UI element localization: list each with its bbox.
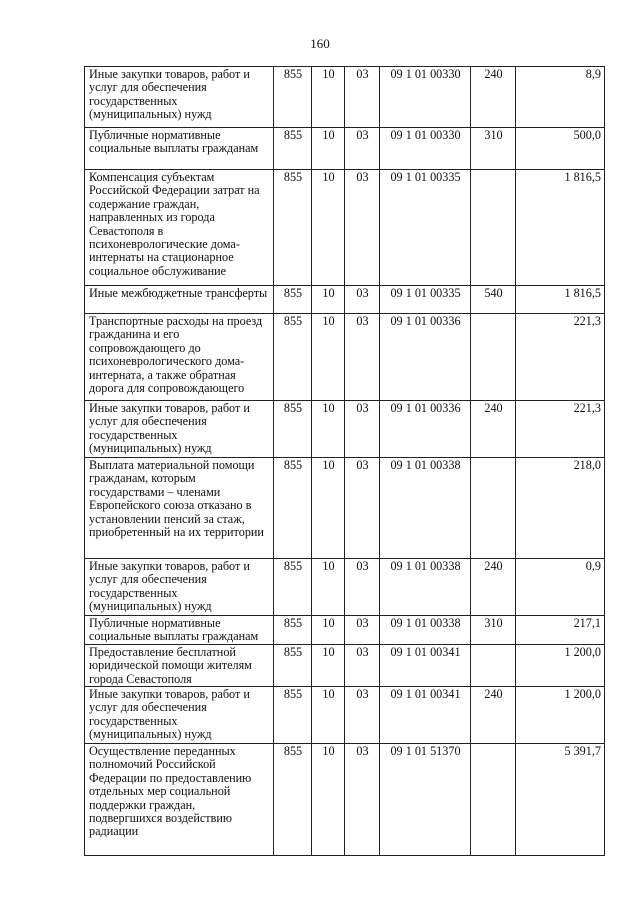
cell-subsection: 03 [345,687,380,744]
cell-section: 10 [312,616,345,645]
cell-section: 10 [312,128,345,170]
cell-target-article: 09 1 01 00338 [380,458,471,559]
cell-amount: 500,0 [516,128,605,170]
cell-grbs: 855 [274,458,312,559]
cell-target-article: 09 1 01 00341 [380,687,471,744]
table-row [85,616,605,645]
cell-grbs: 855 [274,644,312,686]
cell-subsection: 03 [345,286,380,314]
budget-table [84,66,605,856]
cell-grbs: 855 [274,314,312,401]
table-row [85,687,605,744]
cell-expense-type [471,170,516,286]
cell-expense-type [471,458,516,559]
cell-name: Иные межбюджетные трансферты [85,286,274,314]
cell-name: Иные закупки товаров, работ и услуг для обеспечения государственных (муниципальных) нужд [85,401,274,458]
table-row [85,559,605,616]
table-row [85,314,605,401]
cell-name: Предоставление бесплатной юридической помощи жителям города Севастополя [85,644,274,686]
cell-section: 10 [312,644,345,686]
cell-expense-type [471,314,516,401]
cell-amount: 1 200,0 [516,644,605,686]
cell-grbs: 855 [274,67,312,128]
cell-amount: 218,0 [516,458,605,559]
cell-amount: 217,1 [516,616,605,645]
cell-grbs: 855 [274,170,312,286]
cell-section: 10 [312,170,345,286]
cell-amount: 8,9 [516,67,605,128]
cell-amount: 1 816,5 [516,286,605,314]
table-row [85,744,605,856]
cell-name: Осуществление переданных полномочий Российской Федерации по предоставлению отдельных мер социальной поддержки граждан, подвергшихся воздействию радиации [85,744,274,856]
cell-grbs: 855 [274,687,312,744]
cell-name: Публичные нормативные социальные выплаты гражданам [85,616,274,645]
cell-grbs: 855 [274,128,312,170]
cell-expense-type: 240 [471,67,516,128]
cell-expense-type [471,644,516,686]
cell-target-article: 09 1 01 00338 [380,559,471,616]
cell-amount: 1 200,0 [516,687,605,744]
cell-section: 10 [312,687,345,744]
cell-subsection: 03 [345,170,380,286]
cell-expense-type: 310 [471,128,516,170]
cell-subsection: 03 [345,314,380,401]
cell-amount: 221,3 [516,401,605,458]
cell-expense-type: 240 [471,687,516,744]
cell-expense-type: 240 [471,401,516,458]
cell-name: Иные закупки товаров, работ и услуг для обеспечения государственных (муниципальных) нужд [85,687,274,744]
table-row [85,67,605,128]
cell-target-article: 09 1 01 51370 [380,744,471,856]
cell-subsection: 03 [345,559,380,616]
cell-expense-type: 240 [471,559,516,616]
cell-name: Публичные нормативные социальные выплаты гражданам [85,128,274,170]
cell-subsection: 03 [345,128,380,170]
cell-section: 10 [312,559,345,616]
table-row [85,401,605,458]
cell-section: 10 [312,314,345,401]
table-row [85,644,605,686]
table-row [85,128,605,170]
cell-target-article: 09 1 01 00338 [380,616,471,645]
table-row [85,286,605,314]
cell-expense-type: 310 [471,616,516,645]
cell-target-article: 09 1 01 00336 [380,314,471,401]
cell-expense-type: 540 [471,286,516,314]
cell-section: 10 [312,401,345,458]
cell-subsection: 03 [345,744,380,856]
cell-amount: 1 816,5 [516,170,605,286]
cell-name: Иные закупки товаров, работ и услуг для обеспечения государственных (муниципальных) нужд [85,67,274,128]
table-row [85,170,605,286]
cell-subsection: 03 [345,458,380,559]
cell-grbs: 855 [274,616,312,645]
cell-section: 10 [312,67,345,128]
cell-subsection: 03 [345,67,380,128]
cell-subsection: 03 [345,401,380,458]
cell-name: Транспортные расходы на проезд гражданина и его сопровождающего до психоневрологического дома-интерната, а также обратная дорога для сопровождающего [85,314,274,401]
cell-subsection: 03 [345,616,380,645]
cell-section: 10 [312,458,345,559]
cell-amount: 5 391,7 [516,744,605,856]
cell-name: Компенсация субъектам Российской Федерации затрат на содержание граждан, направленных из города Севастополя в психоневрологические дома-интернаты на стационарное социальное обслуживание [85,170,274,286]
cell-target-article: 09 1 01 00330 [380,67,471,128]
cell-target-article: 09 1 01 00335 [380,170,471,286]
cell-target-article: 09 1 01 00336 [380,401,471,458]
cell-target-article: 09 1 01 00341 [380,644,471,686]
cell-amount: 0,9 [516,559,605,616]
cell-grbs: 855 [274,559,312,616]
cell-name: Иные закупки товаров, работ и услуг для обеспечения государственных (муниципальных) нужд [85,559,274,616]
cell-target-article: 09 1 01 00330 [380,128,471,170]
cell-grbs: 855 [274,286,312,314]
cell-subsection: 03 [345,644,380,686]
cell-grbs: 855 [274,401,312,458]
cell-name: Выплата материальной помощи гражданам, которым государствами – членами Европейского союза отказано в установлении пенсий за стаж, приобретенный на их территории [85,458,274,559]
cell-section: 10 [312,286,345,314]
page-number: 160 [310,36,330,51]
cell-amount: 221,3 [516,314,605,401]
table-row [85,458,605,559]
cell-grbs: 855 [274,744,312,856]
cell-expense-type [471,744,516,856]
cell-target-article: 09 1 01 00335 [380,286,471,314]
cell-section: 10 [312,744,345,856]
